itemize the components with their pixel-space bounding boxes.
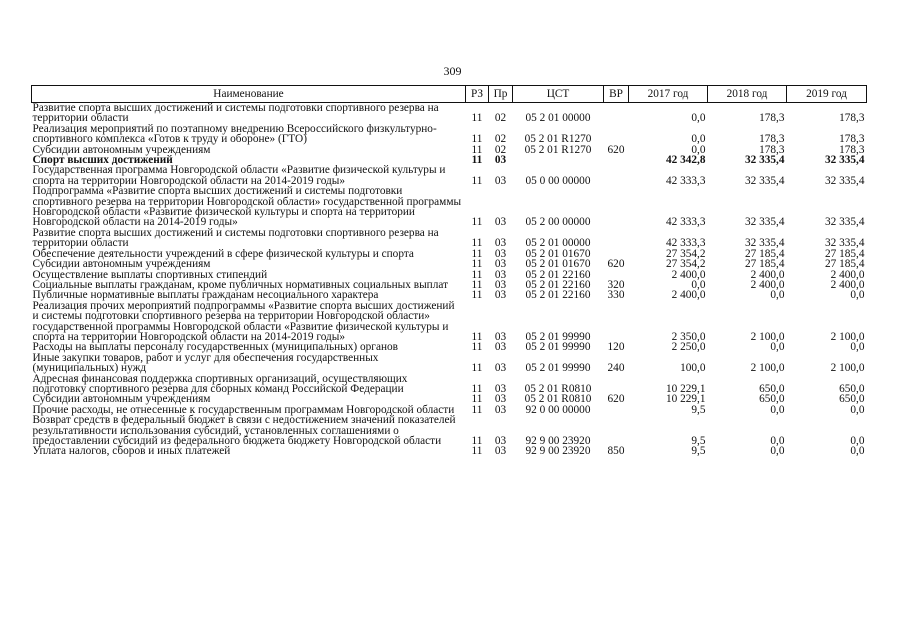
- table-row: [32, 186, 867, 228]
- vr-cell: [604, 374, 629, 395]
- rz-cell: 11: [471, 133, 483, 146]
- amount-2019-cell: 0,0: [850, 289, 865, 302]
- header-cst: ЦСТ: [513, 86, 604, 103]
- header-vr: ВР: [604, 86, 629, 103]
- cst-cell: 92 0 00 00000: [525, 403, 591, 416]
- vr-cell: 240: [607, 362, 625, 375]
- table-row: [32, 446, 867, 456]
- amount-2019-cell: 178,3: [839, 133, 865, 146]
- amount-2017-cell: 10 229,1: [665, 382, 706, 395]
- cst-cell: 05 2 01 R0810: [524, 393, 592, 406]
- vr-cell: [604, 405, 629, 415]
- rz-cell: 11: [471, 330, 483, 343]
- amount-2018-cell: 0,0: [770, 403, 785, 416]
- pr-cell: 03: [494, 258, 507, 271]
- vr-cell: [604, 124, 629, 145]
- amount-2019-cell: 178,3: [839, 112, 865, 125]
- table-row: [32, 124, 867, 145]
- name-cell: Обеспечение деятельности учреждений в сфере физической культуры и спорта: [32, 247, 414, 260]
- amount-2019-cell: 32 335,4: [824, 174, 865, 187]
- rz-cell: 11: [471, 247, 483, 260]
- amount-2017-cell: 0,0: [691, 133, 706, 146]
- pr-cell: 03: [494, 435, 507, 447]
- cst-cell: 05 2 01 00000: [525, 237, 591, 250]
- vr-cell: [604, 186, 629, 228]
- amount-2018-cell: 2 400,0: [750, 278, 785, 291]
- amount-2017-cell: 2 250,0: [671, 341, 706, 354]
- cst-cell: 05 2 01 99990: [525, 341, 591, 354]
- name-cell: Развитие спорта высших достижений и системы подготовки спортивного резерва на территории области: [32, 102, 439, 125]
- pr-cell: 03: [494, 445, 507, 458]
- pr-cell: 03: [494, 362, 507, 375]
- header-2019: 2019 год: [787, 86, 867, 103]
- name-cell: Спорт высших достижений: [32, 154, 173, 167]
- amount-2019-cell: 2 400,0: [830, 278, 865, 291]
- rz-cell: 11: [471, 174, 483, 187]
- table-row: [32, 301, 867, 343]
- rz-cell: 11: [471, 445, 483, 458]
- name-cell: Осуществление выплаты спортивных стипендий: [32, 268, 268, 281]
- cst-cell: 05 0 00 00000: [525, 174, 591, 187]
- amount-2019-cell: 32 335,4: [824, 216, 865, 229]
- cst-cell: 92 9 00 23920: [525, 435, 591, 447]
- pr-cell: 03: [494, 216, 507, 229]
- amount-2018-cell: 0,0: [770, 445, 785, 458]
- cst-cell: 05 2 01 01670: [525, 247, 591, 260]
- amount-2018-cell: 32 335,4: [744, 237, 785, 250]
- name-cell: Уплата налогов, сборов и иных платежей: [32, 445, 231, 458]
- amount-2019-cell: 27 185,4: [824, 247, 865, 260]
- pr-cell: 02: [494, 112, 507, 125]
- pr-cell: 03: [494, 278, 507, 291]
- rz-cell: 11: [471, 237, 483, 250]
- name-cell: Реализация мероприятий по поэтапному внедрению Всероссийского физкультурно-спортивного комплекса «Готов к труду и обороне» (ГТО): [32, 122, 437, 146]
- rz-cell: 11: [471, 435, 483, 447]
- amount-2017-cell: 0,0: [691, 278, 706, 291]
- rz-cell: 11: [471, 393, 483, 406]
- header-row: [32, 86, 867, 103]
- table-row: [32, 374, 867, 395]
- cst-cell: 05 2 01 00000: [525, 112, 591, 125]
- amount-2019-cell: 2 400,0: [830, 268, 865, 281]
- amount-2018-cell: 0,0: [770, 341, 785, 354]
- pr-cell: 03: [494, 403, 507, 416]
- vr-cell: [604, 155, 629, 165]
- name-cell: Субсидии автономным учреждениям: [32, 258, 211, 271]
- amount-2017-cell: 42 333,3: [665, 174, 706, 187]
- amount-2017-cell: 2 400,0: [671, 268, 706, 281]
- vr-cell: 620: [607, 393, 625, 406]
- vr-cell: [604, 103, 629, 124]
- amount-2018-cell: 2 100,0: [750, 362, 785, 375]
- header-2017: 2017 год: [629, 86, 708, 103]
- header-rz: РЗ: [466, 86, 489, 103]
- rz-cell: 11: [471, 289, 483, 302]
- amount-2019-cell: 650,0: [839, 393, 865, 406]
- amount-2019-cell: 2 100,0: [830, 362, 865, 375]
- cst-cell: 05 2 01 R1270: [524, 133, 592, 146]
- rz-cell: 11: [471, 112, 483, 125]
- amount-2017-cell: 9,5: [691, 403, 706, 416]
- cst-cell: 05 2 01 R0810: [524, 382, 592, 395]
- amount-2018-cell: 2 400,0: [750, 268, 785, 281]
- pr-cell: 02: [494, 133, 507, 146]
- table-row: [32, 103, 867, 124]
- pr-cell: 03: [494, 382, 507, 395]
- table-row: [32, 353, 867, 374]
- rz-cell: 11: [471, 341, 483, 354]
- cst-cell: 05 2 01 22160: [525, 278, 591, 291]
- name-cell: Субсидии автономным учреждениям: [32, 143, 211, 156]
- amount-2017-cell: 9,5: [691, 435, 706, 447]
- table-row: [32, 165, 867, 186]
- pr-cell: 03: [494, 174, 507, 187]
- amount-2017-cell: 2 350,0: [671, 330, 706, 343]
- amount-2017-cell: 42 342,8: [665, 154, 706, 167]
- name-cell: Подпрограмма «Развитие спорта высших достижений и системы подготовки спортивного резерва на территории Новгородской области» государственной программы Новгородской области «Развитие физической культуры и спорта на территории Новгородской области на 2014-2019 годы»: [32, 185, 462, 229]
- amount-2017-cell: 100,0: [680, 362, 706, 375]
- amount-2018-cell: 32 335,4: [744, 216, 785, 229]
- pr-cell: 03: [494, 330, 507, 343]
- header-name: Наименование: [32, 86, 466, 103]
- amount-2017-cell: 42 333,3: [665, 237, 706, 250]
- name-cell: Расходы на выплаты персоналу государственных (муниципальных) органов: [32, 341, 398, 354]
- vr-cell: 120: [607, 341, 625, 354]
- pr-cell: 02: [494, 143, 507, 156]
- amount-2019-cell: 2 100,0: [830, 330, 865, 343]
- name-cell: Возврат средств в федеральный бюджет в связи с недостижением значений показателей результативности использования субсидий, установленных соглашениями о предоставлении субсидий из федерального бюджета бюджету Новгородской области: [32, 414, 456, 447]
- table-row: [32, 259, 867, 269]
- amount-2019-cell: 27 185,4: [824, 258, 865, 271]
- amount-2017-cell: 27 354,2: [665, 258, 706, 271]
- rz-cell: 11: [471, 403, 483, 416]
- rz-cell: 11: [471, 268, 483, 281]
- name-cell: Социальные выплаты гражданам, кроме публичных нормативных социальных выплат: [32, 278, 449, 291]
- amount-2017-cell: 2 400,0: [671, 289, 706, 302]
- budget-table: [31, 85, 867, 457]
- amount-2018-cell: 178,3: [759, 112, 785, 125]
- pr-cell: 03: [494, 341, 507, 354]
- amount-2018-cell: 0,0: [770, 289, 785, 302]
- pr-cell: 03: [494, 393, 507, 406]
- amount-2019-cell: 32 335,4: [824, 154, 865, 167]
- page-number: 309: [443, 64, 462, 78]
- vr-cell: [604, 415, 629, 446]
- vr-cell: [604, 165, 629, 186]
- vr-cell: 330: [607, 289, 625, 302]
- amount-2019-cell: 650,0: [839, 382, 865, 395]
- vr-cell: 320: [607, 278, 625, 291]
- cst-cell: 92 9 00 23920: [525, 445, 591, 458]
- header-2018: 2018 год: [708, 86, 787, 103]
- rz-cell: 11: [471, 258, 483, 271]
- name-cell: Прочие расходы, не отнесенные к государственным программам Новгородской области: [32, 403, 455, 416]
- rz-cell: 11: [471, 382, 483, 395]
- amount-2017-cell: 42 333,3: [665, 216, 706, 229]
- amount-2017-cell: 0,0: [691, 112, 706, 125]
- rz-cell: 11: [471, 154, 483, 167]
- pr-cell: 03: [494, 154, 507, 167]
- cst-cell: 05 2 01 22160: [525, 268, 591, 281]
- cst-cell: 05 2 01 99990: [525, 362, 591, 375]
- name-cell: Иные закупки товаров, работ и услуг для обеспечения государственных (муниципальных) нужд: [32, 351, 379, 375]
- name-cell: Адресная финансовая поддержка спортивных организаций, осуществляющих подготовку спортивного резерва для сборных команд Российской Федерации: [32, 372, 408, 395]
- header-pr: Пр: [489, 86, 513, 103]
- amount-2018-cell: 32 335,4: [744, 154, 785, 167]
- cst-cell: [513, 155, 604, 165]
- amount-2017-cell: 9,5: [691, 445, 706, 458]
- pr-cell: 03: [494, 247, 507, 260]
- pr-cell: 03: [494, 268, 507, 281]
- cst-cell: 05 2 01 01670: [525, 258, 591, 271]
- name-cell: Субсидии автономным учреждениям: [32, 393, 211, 406]
- amount-2017-cell: 0,0: [691, 143, 706, 156]
- name-cell: Развитие спорта высших достижений и системы подготовки спортивного резерва на территории области: [32, 226, 439, 250]
- amount-2018-cell: 178,3: [759, 143, 785, 156]
- table-row: [32, 228, 867, 249]
- rz-cell: 11: [471, 216, 483, 229]
- amount-2018-cell: 178,3: [759, 133, 785, 146]
- amount-2018-cell: 27 185,4: [744, 247, 785, 260]
- amount-2018-cell: 2 100,0: [750, 330, 785, 343]
- amount-2018-cell: 650,0: [759, 393, 785, 406]
- name-cell: Реализация прочих мероприятий подпрограммы «Развитие спорта высших достижений и системы подготовки спортивного резерва на территории Новгородской области» государственной программы Новгородской области «Развитие физической культуры и спорта на территории Новгородской области на 2014-2019 годы»: [32, 299, 455, 343]
- amount-2019-cell: 0,0: [850, 445, 865, 458]
- cst-cell: 05 2 01 22160: [525, 289, 591, 302]
- vr-cell: 620: [607, 258, 625, 271]
- amount-2018-cell: 650,0: [759, 382, 785, 395]
- amount-2019-cell: 178,3: [839, 143, 865, 156]
- pr-cell: 03: [494, 237, 507, 250]
- amount-2017-cell: 27 354,2: [665, 247, 706, 260]
- amount-2019-cell: 0,0: [850, 341, 865, 354]
- rz-cell: 11: [471, 143, 483, 156]
- pr-cell: 03: [494, 289, 507, 302]
- table-row: [32, 415, 867, 446]
- amount-2019-cell: 0,0: [850, 403, 865, 416]
- cst-cell: 05 2 01 99990: [525, 330, 591, 343]
- cst-cell: 05 2 00 00000: [525, 216, 591, 229]
- rz-cell: 11: [471, 278, 483, 291]
- amount-2018-cell: 27 185,4: [744, 258, 785, 271]
- amount-2019-cell: 0,0: [850, 435, 865, 447]
- vr-cell: [604, 228, 629, 249]
- amount-2018-cell: 0,0: [770, 435, 785, 447]
- amount-2018-cell: 32 335,4: [744, 174, 785, 187]
- cst-cell: 05 2 01 R1270: [524, 143, 592, 156]
- amount-2017-cell: 10 229,1: [665, 393, 706, 406]
- name-cell: Государственная программа Новгородской области «Развитие физической культуры и спорта на территории Новгородской области на 2014-2019 годы»: [32, 164, 446, 187]
- rz-cell: 11: [471, 362, 483, 375]
- vr-cell: [604, 301, 629, 343]
- table-body: [32, 103, 867, 457]
- name-cell: Публичные нормативные выплаты гражданам несоциального характера: [32, 289, 379, 302]
- vr-cell: 850: [607, 445, 625, 458]
- amount-2019-cell: 32 335,4: [824, 237, 865, 250]
- vr-cell: 620: [607, 143, 625, 156]
